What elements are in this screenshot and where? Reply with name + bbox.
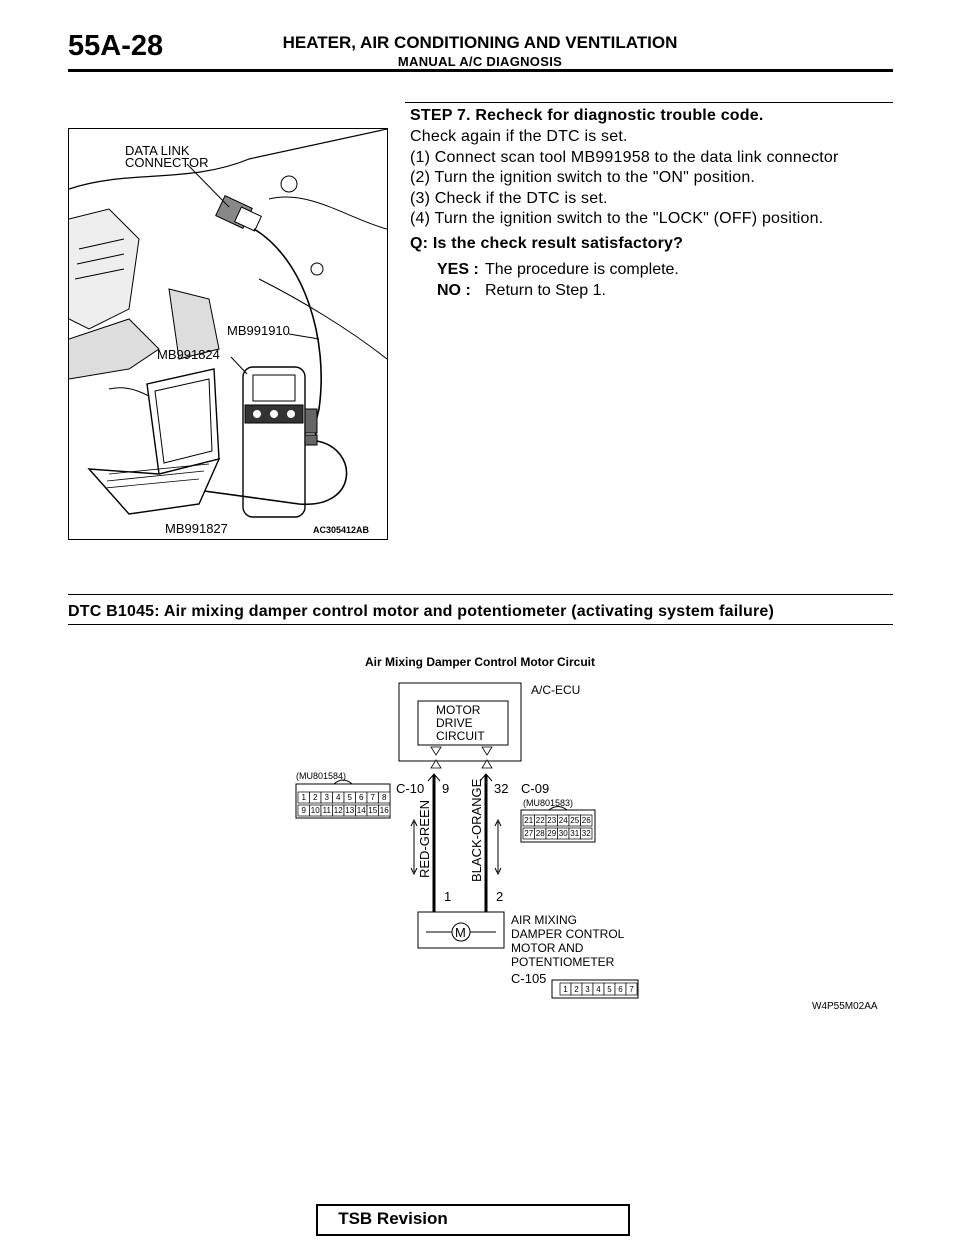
no-text: Return to Step 1. — [485, 282, 606, 299]
pin-2-label: 2 — [496, 889, 504, 904]
pin-number: 5 — [347, 793, 352, 802]
circuit-title: Air Mixing Damper Control Motor Circuit — [364, 655, 595, 669]
pin-number: 23 — [547, 816, 557, 825]
motor-drive-line2: DRIVE — [436, 716, 473, 730]
footer-label: TSB Revision — [338, 1209, 448, 1228]
no-key: NO : — [437, 282, 471, 299]
section-title: HEATER, AIR CONDITIONING AND VENTILATION — [282, 33, 678, 52]
motor-symbol: M — [455, 925, 466, 940]
pin-number: 32 — [581, 829, 591, 838]
motor-drive-line3: CIRCUIT — [436, 729, 485, 743]
pin-number: 6 — [359, 793, 364, 802]
wire-red-green: RED-GREEN — [417, 799, 432, 878]
dtc-rule-bottom — [68, 624, 893, 625]
pin-number: 13 — [345, 806, 355, 815]
label-mb991910: MB991910 — [227, 323, 290, 338]
pin-number: 24 — [558, 816, 568, 825]
pin-number: 25 — [570, 816, 580, 825]
pin-number: 27 — [524, 829, 534, 838]
pin-number: 29 — [547, 829, 557, 838]
pin-number: 3 — [324, 793, 329, 802]
step-item: (4) Turn the ignition switch to the "LOCK" (OFF) position. — [410, 210, 824, 227]
pin-number: 10 — [310, 806, 320, 815]
pin-number: 11 — [322, 806, 331, 815]
step-intro: Check again if the DTC is set. — [410, 128, 628, 145]
pin-number: 14 — [356, 806, 366, 815]
pin-number: 8 — [382, 793, 387, 802]
conn-c10-label: C-10 — [396, 781, 425, 796]
label-connector: CONNECTOR — [125, 155, 209, 170]
pin-number: 3 — [585, 985, 590, 994]
pin-number: 1 — [301, 793, 306, 802]
conn-right-part: (MU801583) — [523, 798, 574, 808]
motor-label-line3: MOTOR AND — [511, 941, 584, 955]
pin-number: 1 — [563, 985, 568, 994]
label-mb991824: MB991824 — [157, 347, 220, 362]
motor-label-line2: DAMPER CONTROL — [511, 927, 625, 941]
pin-number: 15 — [368, 806, 378, 815]
step-question: Q: Is the check result satisfactory? — [410, 235, 684, 252]
dtc-rule-top — [68, 594, 893, 595]
yes-key: YES : — [437, 261, 479, 278]
pin-number: 22 — [535, 816, 545, 825]
pin-number: 26 — [581, 816, 591, 825]
pin-9-label: 9 — [442, 781, 450, 796]
motor-drive-line1: MOTOR — [436, 703, 481, 717]
pin-number: 9 — [301, 806, 306, 815]
step-heading: STEP 7. Recheck for diagnostic trouble code. — [410, 107, 764, 124]
pin-number: 7 — [370, 793, 375, 802]
step-item: (3) Check if the DTC is set. — [410, 190, 608, 207]
pin-number: 30 — [558, 829, 568, 838]
figure-code: AC305412AB — [313, 525, 370, 535]
motor-label-line1: AIR MIXING — [511, 913, 578, 927]
ecu-label: A/C-ECU — [531, 683, 581, 697]
pin-number: 5 — [607, 985, 612, 994]
wire-black-orange: BLACK-ORANGE — [469, 778, 484, 882]
scan-tool-figure — [68, 128, 388, 540]
header-rule — [68, 69, 893, 72]
pin-number: 31 — [570, 829, 580, 838]
section-subtitle: MANUAL A/C DIAGNOSIS — [397, 54, 563, 69]
pin-number: 4 — [596, 985, 601, 994]
pin-number: 7 — [629, 985, 634, 994]
pin-number: 21 — [524, 816, 534, 825]
label-mb991827: MB991827 — [165, 521, 228, 536]
motor-label-line4: POTENTIOMETER — [511, 955, 615, 969]
pin-number: 28 — [535, 829, 545, 838]
conn-c09-label: C-09 — [521, 781, 550, 796]
circuit-figure-code: W4P55M02AA — [812, 1001, 878, 1012]
conn-left-part: (MU801584) — [296, 771, 347, 781]
pin-number: 12 — [333, 806, 343, 815]
yes-text: The procedure is complete. — [485, 261, 679, 278]
dtc-title: DTC B1045: Air mixing damper control motor and potentiometer (activating system failure) — [68, 603, 775, 620]
c105-connector-pins — [560, 983, 637, 995]
pin-number: 6 — [618, 985, 623, 994]
pin-32-label: 32 — [494, 781, 509, 796]
circuit-diagram — [280, 670, 900, 1020]
step-item: (1) Connect scan tool MB991958 to the data link connector — [410, 149, 839, 166]
conn-c105-label: C-105 — [511, 971, 547, 986]
pin-number: 16 — [379, 806, 389, 815]
pin-1-label: 1 — [444, 889, 452, 904]
pin-number: 2 — [313, 793, 318, 802]
step-item: (2) Turn the ignition switch to the "ON" position. — [410, 169, 756, 186]
pin-number: 2 — [574, 985, 579, 994]
step-rule — [405, 102, 893, 103]
page-number: 55A-28 — [68, 30, 164, 62]
pin-number: 4 — [336, 793, 341, 802]
label-data-link: DATA LINK — [125, 143, 190, 158]
